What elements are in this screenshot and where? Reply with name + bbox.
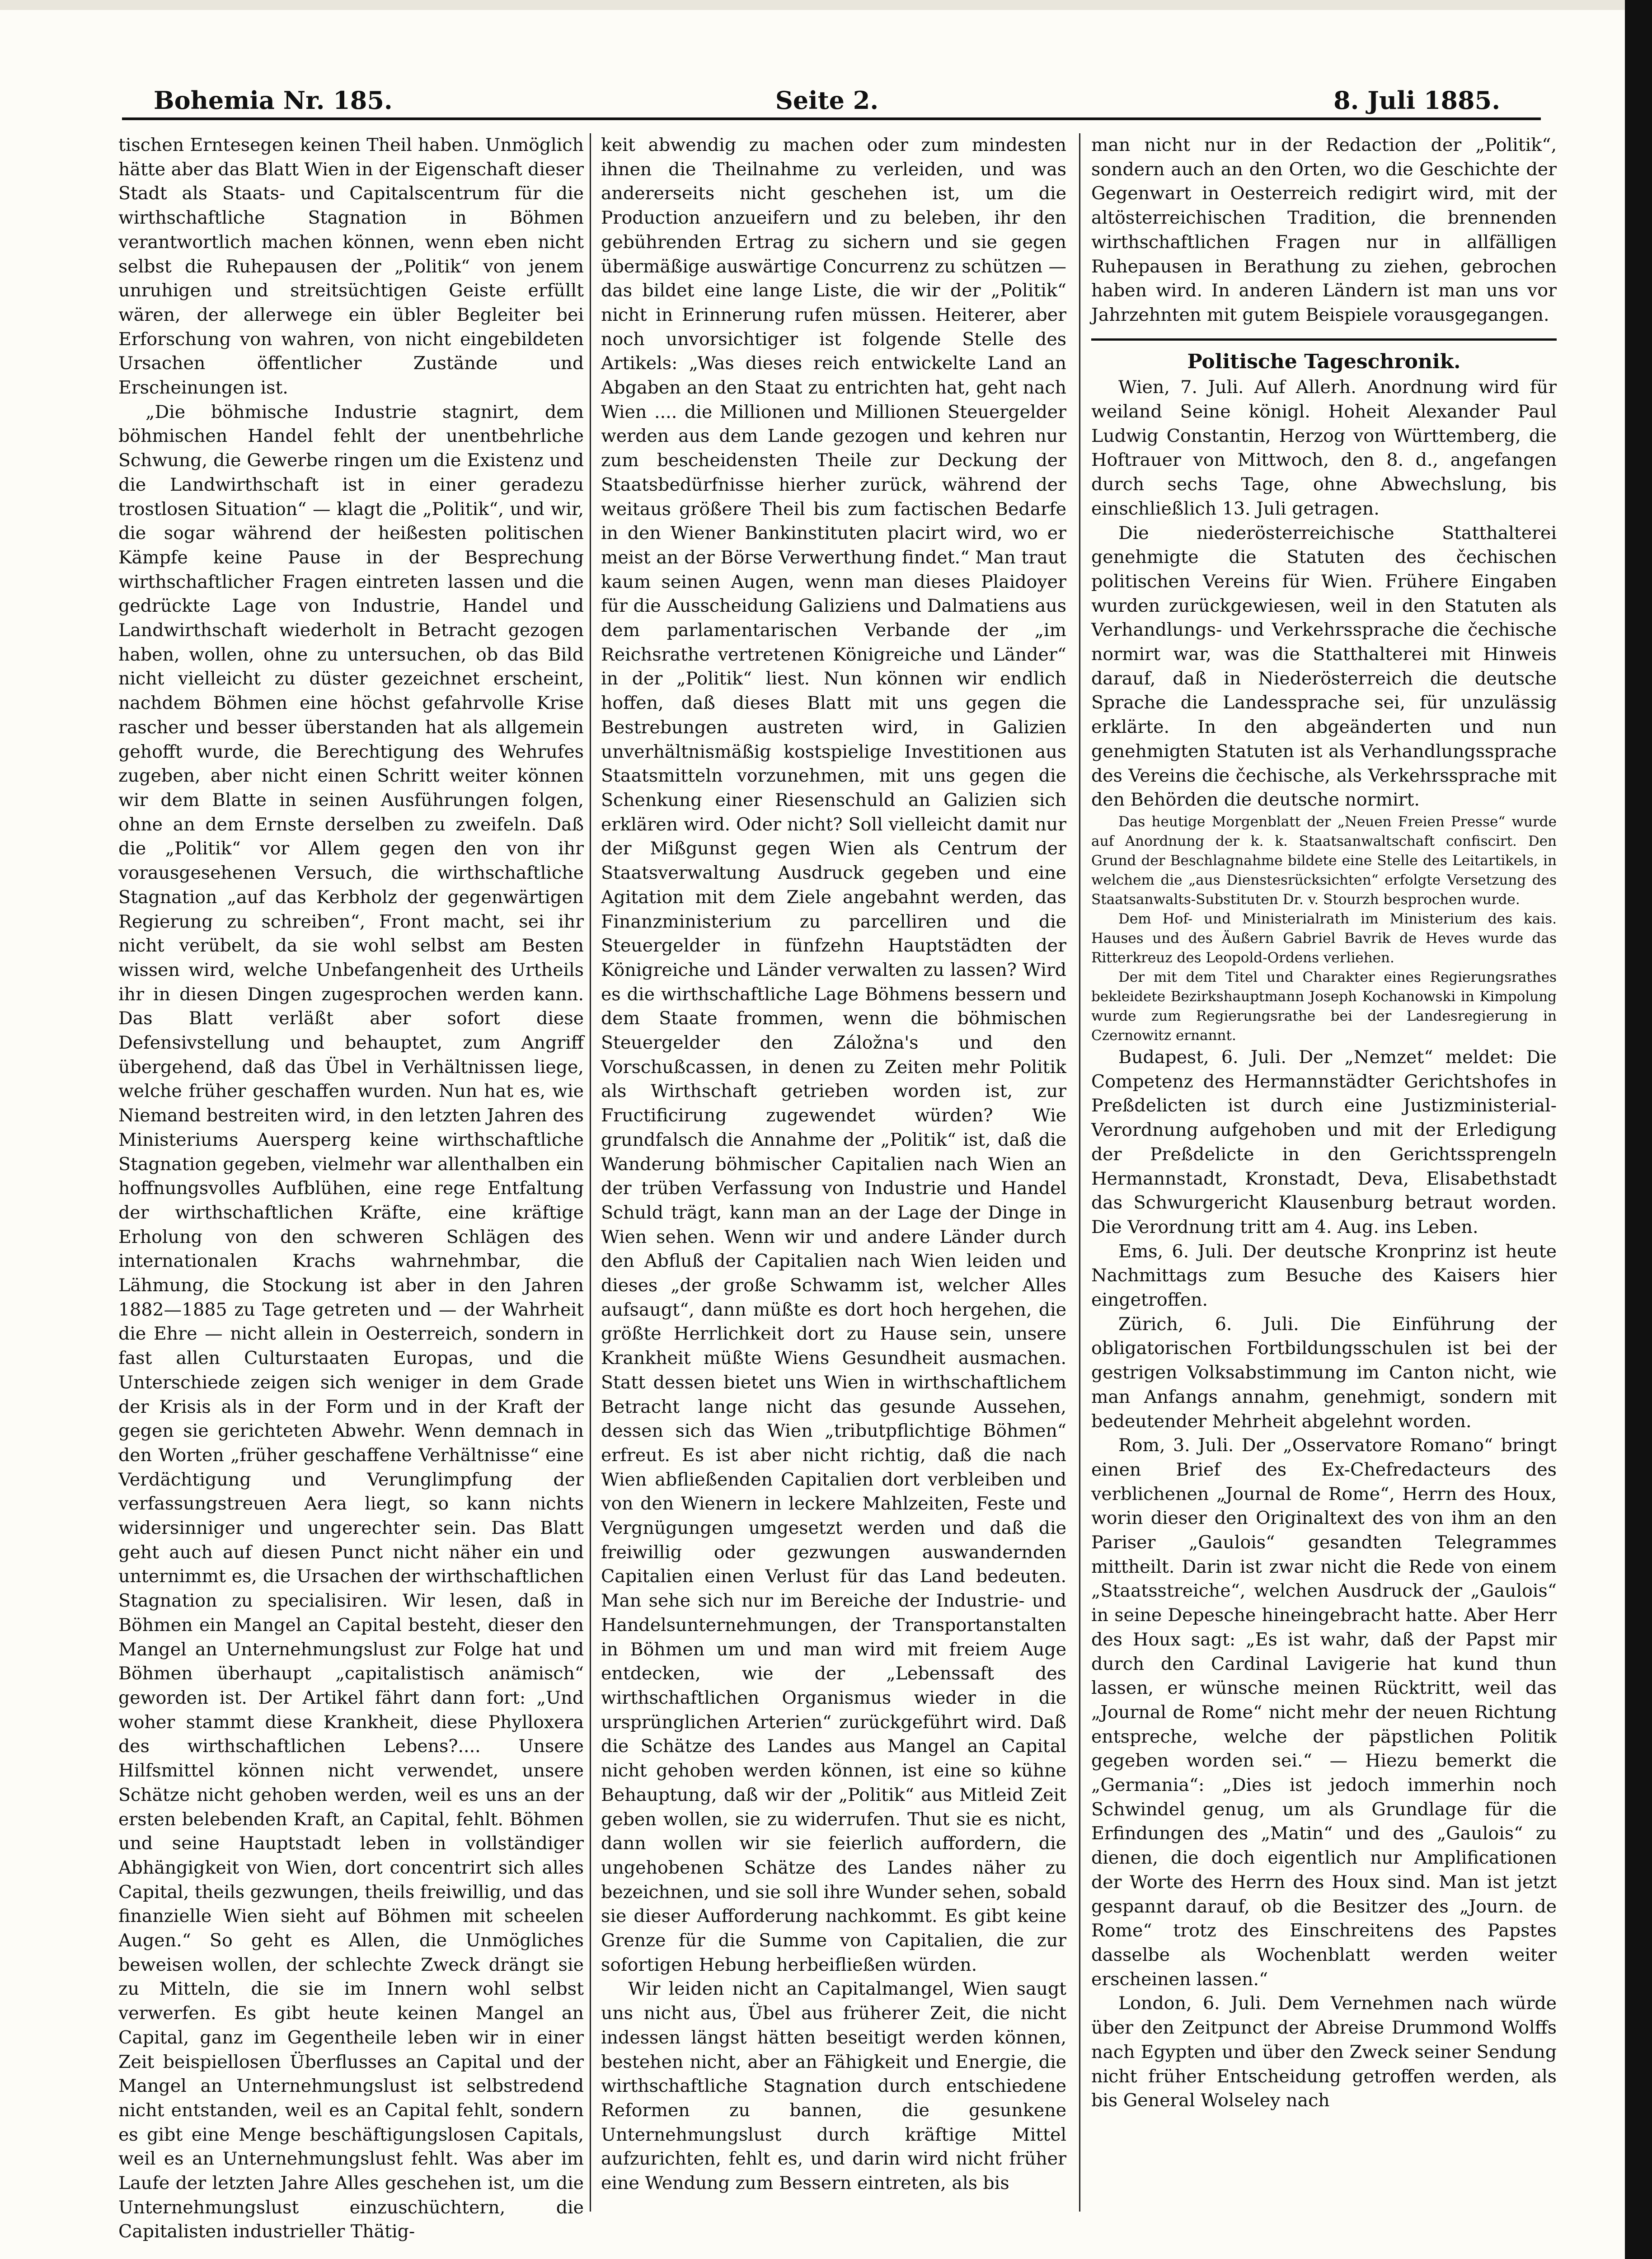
scan-top-edge (0, 0, 1652, 10)
col2-paragraph-1: keit abwendig zu machen oder zum mindesten ihnen die Theilnahme zu verleiden, und was andererseits nicht geschehen ist, um die Production anzueifern und zu beleben, ihr den gebührenden Ertrag zu sichern und sie gegen übermäßige auswärtige Concurrenz zu schützen — das bildet eine lange Liste, die wir der „Politik“ nicht in Erinnerung rufen müssen. Heiterer, aber noch unvorsichtiger ist folgende Stelle des Artikels: „Was dieses reich entwickelte Land an Abgaben an den Staat zu entrichten hat, geht nach Wien .... die Millionen und Millionen Steuergelder werden aus dem Lande gezogen und kehren nur zum bescheidensten Theile zur Deckung der Staatsbedürfnisse hierher zurück, während der weitaus größere Theil bis zum factischen Bedarfe in den Wiener Bankinstituten placirt wird, wo er meist an der Börse Verwerthung findet.“ Man traut kaum seinen Augen, wenn man dieses Plaidoyer für die Ausscheidung Galiziens und Dalmatiens aus dem parlamentarischen Verbande der „im Reichsrathe vertretenen Königreiche und Länder“ in der „Politik“ liest. Nun können wir endlich hoffen, daß dieses Blatt mit uns gegen die Bestrebungen austreten wird, in Galizien unverhältnismäßig kostspielige Investitionen aus Staatsmitteln vorzunehmen, mit uns gegen die Schenkung einer Riesenschuld an Galizien sich erklären wird. Oder nicht? Soll vielleicht damit nur der Mißgunst gegen Wien als Centrum der Staatsverwaltung Ausdruck gegeben und eine Agitation mit dem Ziele angebahnt werden, das Finanzministerium zu parcelliren und die Steuergelder in fünfzehn Hauptstädten der Königreiche und Länder verwalten zu lassen? Wird es die wirthschaftliche Lage Böhmens bessern und dem Staate frommen, wenn die böhmischen Steuergelder den Záložna's und den Vorschußcassen, in denen zu Zeiten mehr Politik als Wirthschaft getrieben worden ist, zur Fructificirung zugewendet würden? Wie grundfalsch die Annahme der „Politik“ ist, daß die Wanderung böhmischer Capitalien nach Wien an der trüben Verfassung von Industrie und Handel Schuld trägt, kann man an der Lage der Dinge in Wien sehen. Wenn wir und andere Länder durch den Abfluß der Capitalien nach Wien leiden und dieses „der große Schwamm ist, welcher Alles aufsaugt“, dann müßte es dort hoch hergehen, die größte Herrlichkeit dort zu Hause sein, unsere Krankheit müßte Wiens Gesundheit ausmachen. Statt dessen bietet uns Wien in wirthschaftlichem Betracht lange nicht das gesunde Aussehen, dessen sich das Wien „tributpflichtige Böhmen“ erfreut. Es ist aber nicht richtig, daß die nach Wien abfließenden Capitalien dort verbleiben und von den Wienern in leckere Mahlzeiten, Feste und Vergnügungen umgesetzt werden und daß die freiwillig oder gezwungen auswandernden Capitalien einen Verlust für das Land bedeuten. Man sehe sich nur im Bereiche der Industrie- und Handelsunternehmungen, der Transportanstalten in Böhmen um und man wird mit freiem Auge entdecken, wie der „Lebenssaft des wirthschaftlichen Organismus wieder in die ursprünglichen Arterien“ zurückgeführt wird. Daß die Schätze des Landes aus Mangel an Capital nicht gehoben werden können, ist eine so kühne Behauptung, daß wir der „Politik“ aus Mitleid Zeit geben wollen, sie zu widerrufen. Thut sie es nicht, dann wollen wir sie feierlich auffordern, die ungehobenen Schätze des Landes näher zu bezeichnen, und sie soll ihre Wunder sehen, sobald sie dieser Aufforderung nachkommt. Es gibt keine Grenze für die Summe von Capitalien, die zur sofortigen Hebung herbeifließen würden. (601, 135, 1066, 1975)
col2-paragraph-2: Wir leiden nicht an Capitalmangel, Wien saugt uns nicht aus, Übel aus früherer Zeit, die nicht indessen längst hätten beseitigt werden können, bestehen nicht, aber an Fähigkeit und Energie, die wirthschaftliche Stagnation durch entschiedene Reformen zu bannen, die gesunkene Unternehmungslust durch kräftige Mittel aufzurichten, fehlt es, und darin wird nicht früher eine Wendung zum Bessern eintreten, als bis (601, 1978, 1066, 2194)
news-item-ems: Ems, 6. Juli. Der deutsche Kronprinz ist heute Nachmittags zum Besuche des Kaisers hier eingetroffen. (1091, 1241, 1557, 1311)
news-item-award: Dem Hof- und Ministerialrath im Ministerium des kais. Hauses und des Äußern Gabriel Bavrik de Heves wurde das Ritterkreuz des Leopold-Ordens verliehen. (1091, 910, 1557, 966)
column-divider-2 (1079, 133, 1080, 2212)
news-item-london: London, 6. Juli. Dem Vernehmen nach würde über den Zeitpunct der Abreise Drummond Wolffs nach Egypten und über den Zweck seiner Sendung nicht früher Entscheidung getroffen werden, als bis General Wolseley nach (1091, 1993, 1557, 2111)
column-3 (1091, 133, 1557, 2212)
news-item-rom: Rom, 3. Juli. Der „Osservatore Romano“ bringt einen Brief des Ex-Chefredacteurs des verblichenen „Journal de Rome“, Herrn des Houx, worin dieser den Originaltext des von ihm an den Pariser „Gaulois“ gesandten Telegrammes mittheilt. Darin ist zwar nicht die Rede von einem „Staatsstreiche“, welchen Ausdruck der „Gaulois“ in seine Depesche hineingebracht hatte. Aber Herr des Houx sagt: „Es ist wahr, daß der Papst mir durch den Cardinal Lavigerie hat kund thun lassen, er wünsche meinen Rücktritt, weil das „Journal de Rome“ nicht mehr der neuen Richtung entspreche, welche der päpstlichen Politik gegeben worden sei.“ — Hiezu bemerkt die „Germania“: „Dies ist jedoch immerhin noch Schwindel genug, um als Grundlage für die Erfindungen des „Matin“ und des „Gaulois“ zu dienen, die doch eigentlich nur Amplificationen der Worte des Herrn des Houx sind. Man ist jetzt gespannt darauf, ob die Besitzer des „Journ. de Rome“ trotz des Einschreitens des Papstes dasselbe als Wochenblatt werden weiter erscheinen lassen.“ (1091, 1435, 1557, 1990)
page-header (154, 86, 1500, 122)
header-publication: Bohemia Nr. 185. (154, 86, 393, 115)
section-title: Politische Tageschronik. (1187, 350, 1461, 373)
col3-intro: man nicht nur in der Redaction der „Politik“, sondern auch an den Orten, wo die Geschichte der Gegenwart in Oesterreich redigirt wird, mit der altösterreichischen Tradition, die brennenden wirthschaftlichen Fragen nur in allfälligen Ruhepausen in Berathung zu ziehen, gebrochen haben wird. In anderen Ländern ist man uns vor Jahrzehnten mit gutem Beispiele vorausgegangen. (1091, 135, 1557, 325)
scan-right-edge (1625, 0, 1652, 2259)
news-item-appointment: Der mit dem Titel und Charakter eines Regierungsrathes bekleidete Bezirkshauptmann Joseph Kochanowski in Kimpolung wurde zum Regierungsrathe bei der Landesregierung in Czernowitz ernannt. (1091, 969, 1557, 1044)
news-item-wien: Wien, 7. Juli. Auf Allerh. Anordnung wird für weiland Seine königl. Hoheit Alexander Paul Ludwig Constantin, Herzog von Württemberg, die Hoftrauer von Mittwoch, den 8. d., angefangen durch sechs Tage, ohne Abwechslung, bis einschließlich 13. Juli getragen. (1091, 377, 1557, 519)
header-rule (122, 117, 1541, 120)
col1-paragraph-1: tischen Erntesegen keinen Theil haben. Unmöglich hätte aber das Blatt Wien in der Eigenschaft dieser Stadt als Staats- und Capitalscentrum für die wirthschaftliche Stagnation in Böhmen verantwortlich machen können, wenn eben nicht selbst die Ruhepausen der „Politik“ von jenem unruhigen und streitsüchtigen Geiste erfüllt wären, der allerwege ein übler Begleiter bei Erforschung von wahren, von nicht eingebildeten Ursachen öffentlicher Zustände und Erscheinungen ist. (118, 135, 584, 398)
section-rule (1091, 338, 1557, 341)
news-item-budapest: Budapest, 6. Juli. Der „Nemzet“ meldet: Die Competenz des Hermannstädter Gerichtshofes in Preßdelicten ist durch eine Justizministerial-Verordnung aufgehoben und mit der Erledigung der Preßdelicte in den Gerichtssprengeln Hermannstadt, Kronstadt, Deva, Elisabethstadt das Schwurgericht Klausenburg betraut worden. Die Verordnung tritt am 4. Aug. ins Leben. (1091, 1046, 1557, 1237)
column-1 (118, 133, 584, 2242)
header-page-number: Seite 2. (775, 86, 879, 115)
news-item-confiscation: Das heutige Morgenblatt der „Neuen Freien Presse“ wurde auf Anordnung der k. k. Staatsanwaltschaft confiscirt. Den Grund der Beschlagnahme bildete eine Stelle des Leitartikels, in welchem die „aus Dienstesrücksichten“ erfolgte Versetzung des Staatsanwalts-Substituten Dr. v. Stourzh besprochen wurde. (1091, 813, 1557, 908)
news-item-zuerich: Zürich, 6. Juli. Die Einführung der obligatorischen Fortbildungsschulen ist bei der gestrigen Volksabstimmung im Canton nicht, wie man Anfangs annahm, genehmigt, sondern mit bedeutender Mehrheit abgelehnt worden. (1091, 1313, 1557, 1432)
col1-paragraph-2: „Die böhmische Industrie stagnirt, dem böhmischen Handel fehlt der unentbehrliche Schwung, die Gewerbe ringen um die Existenz und die Landwirthschaft ist in einer geradezu trostlosen Situation“ — klagt die „Politik“, und wir, die sogar während der heißesten politischen Kämpfe keine Pause in der Besprechung wirthschaftlicher Fragen eintreten lassen und die gedrückte Lage von Industrie, Handel und Landwirthschaft wiederholt in Betracht gezogen haben, wollen, ohne zu untersuchen, ob das Bild nicht vielleicht zu düster gezeichnet erscheint, nachdem Böhmen eine höchst gefahrvolle Krise rascher und besser überstanden hat als allgemein gehofft wurde, die Berechtigung des Wehrufes zugeben, aber nicht einen Schritt weiter können wir dem Blatte in seinen Ausführungen folgen, ohne an dem Ernste derselben zu zweifeln. Daß die „Politik“ vor Allem gegen den von ihr vorausgesehenen Versuch, die wirthschaftliche Stagnation „auf das Kerbholz der gegenwärtigen Regierung zu schreiben“, Front macht, sei ihr nicht verübelt, da sie wohl selbst am Besten wissen wird, welche Unbefangenheit des Urtheils ihr in diesen Dingen zugesprochen werden kann. Das Blatt verläßt aber sofort diese Defensivstellung und behauptet, zum Angriff übergehend, daß das Übel in Verhältnissen liege, welche früher geschaffen wurden. Nun hat es, wie Niemand bestreiten wird, in den letzten Jahren des Ministeriums Auersperg keine wirthschaftliche Stagnation gegeben, vielmehr war allenthalben ein hoffnungsvolles Aufblühen, eine rege Entfaltung der wirthschaftlichen Kräfte, eine kräftige Erholung von den schweren Schlägen des internationalen Krachs wahrnehmbar, die Lähmung, die Stockung ist aber in den Jahren 1882—1885 zu Tage getreten und — der Wahrheit die Ehre — nicht allein in Oesterreich, sondern in fast allen Culturstaaten Europas, und die Unterschiede zeigen sich weniger in dem Grade der Krisis als in der Form und in der Kraft der gegen sie gerichteten Abwehr. Wenn demnach in den Worten „früher geschaffene Verhältnisse“ eine Verdächtigung und Verunglimpfung der verfassungstreuen Aera liegt, so kann nichts widersinniger und ungerechter sein. Das Blatt geht auch auf diesen Punct nicht näher ein und unternimmt es, die Ursachen der wirthschaftlichen Stagnation zu specialisiren. Wir lesen, daß in Böhmen ein Mangel an Capital besteht, dieser den Mangel an Unternehmungslust zur Folge hat und Böhmen überhaupt „capitalistisch anämisch“ geworden ist. Der Artikel fährt dann fort: „Und woher stammt diese Krankheit, diese Phylloxera des wirthschaftlichen Lebens?.... Unsere Hilfsmittel können nicht verwendet, unsere Schätze nicht gehoben werden, weil es uns an der ersten belebenden Kraft, an Capital, fehlt. Böhmen und seine Hauptstadt leben in vollständiger Abhängigkeit von Wien, dort concentrirt sich alles Capital, theils gezwungen, theils freiwillig, und das finanzielle Wien sieht auf Böhmen mit scheelen Augen.“ So geht es Allen, die Unmögliches beweisen wollen, der schlechte Zweck drängt sie zu Mitteln, die sie im Innern wohl selbst verwerfen. Es gibt heute keinen Mangel an Capital, ganz im Gegentheile leben wir in einer Zeit beispiellosen Überflusses an Capital und der Mangel an Unternehmungslust ist selbstredend nicht entstanden, weil es an Capital fehlt, sondern es gibt eine Menge beschäftigungslosen Capitals, weil es an Unternehmungslust fehlt. Was aber im Laufe der letzten Jahre Alles geschehen ist, um die Unternehmungslust einzuschüchtern, die Capitalisten industrieller Thätig- (118, 401, 584, 2242)
column-2 (601, 133, 1066, 2212)
news-item-verein: Die niederösterreichische Statthalterei genehmigte die Statuten des čechischen politischen Vereins für Wien. Frühere Eingaben wurden zurückgewiesen, weil in den Statuten als Verhandlungs- und Verkehrssprache die čechische normirt war, was die Statthalterei mit Hinweis darauf, daß in Niederösterreich die deutsche Sprache die Landessprache sei, für unzulässig erklärte. In den abgeänderten und nun genehmigten Statuten ist als Verhandlungssprache des Vereins die čechische, als Verkehrssprache mit den Behörden die deutsche normirt. (1091, 522, 1557, 811)
column-divider-1 (590, 133, 591, 2212)
header-date: 8. Juli 1885. (1333, 86, 1500, 115)
